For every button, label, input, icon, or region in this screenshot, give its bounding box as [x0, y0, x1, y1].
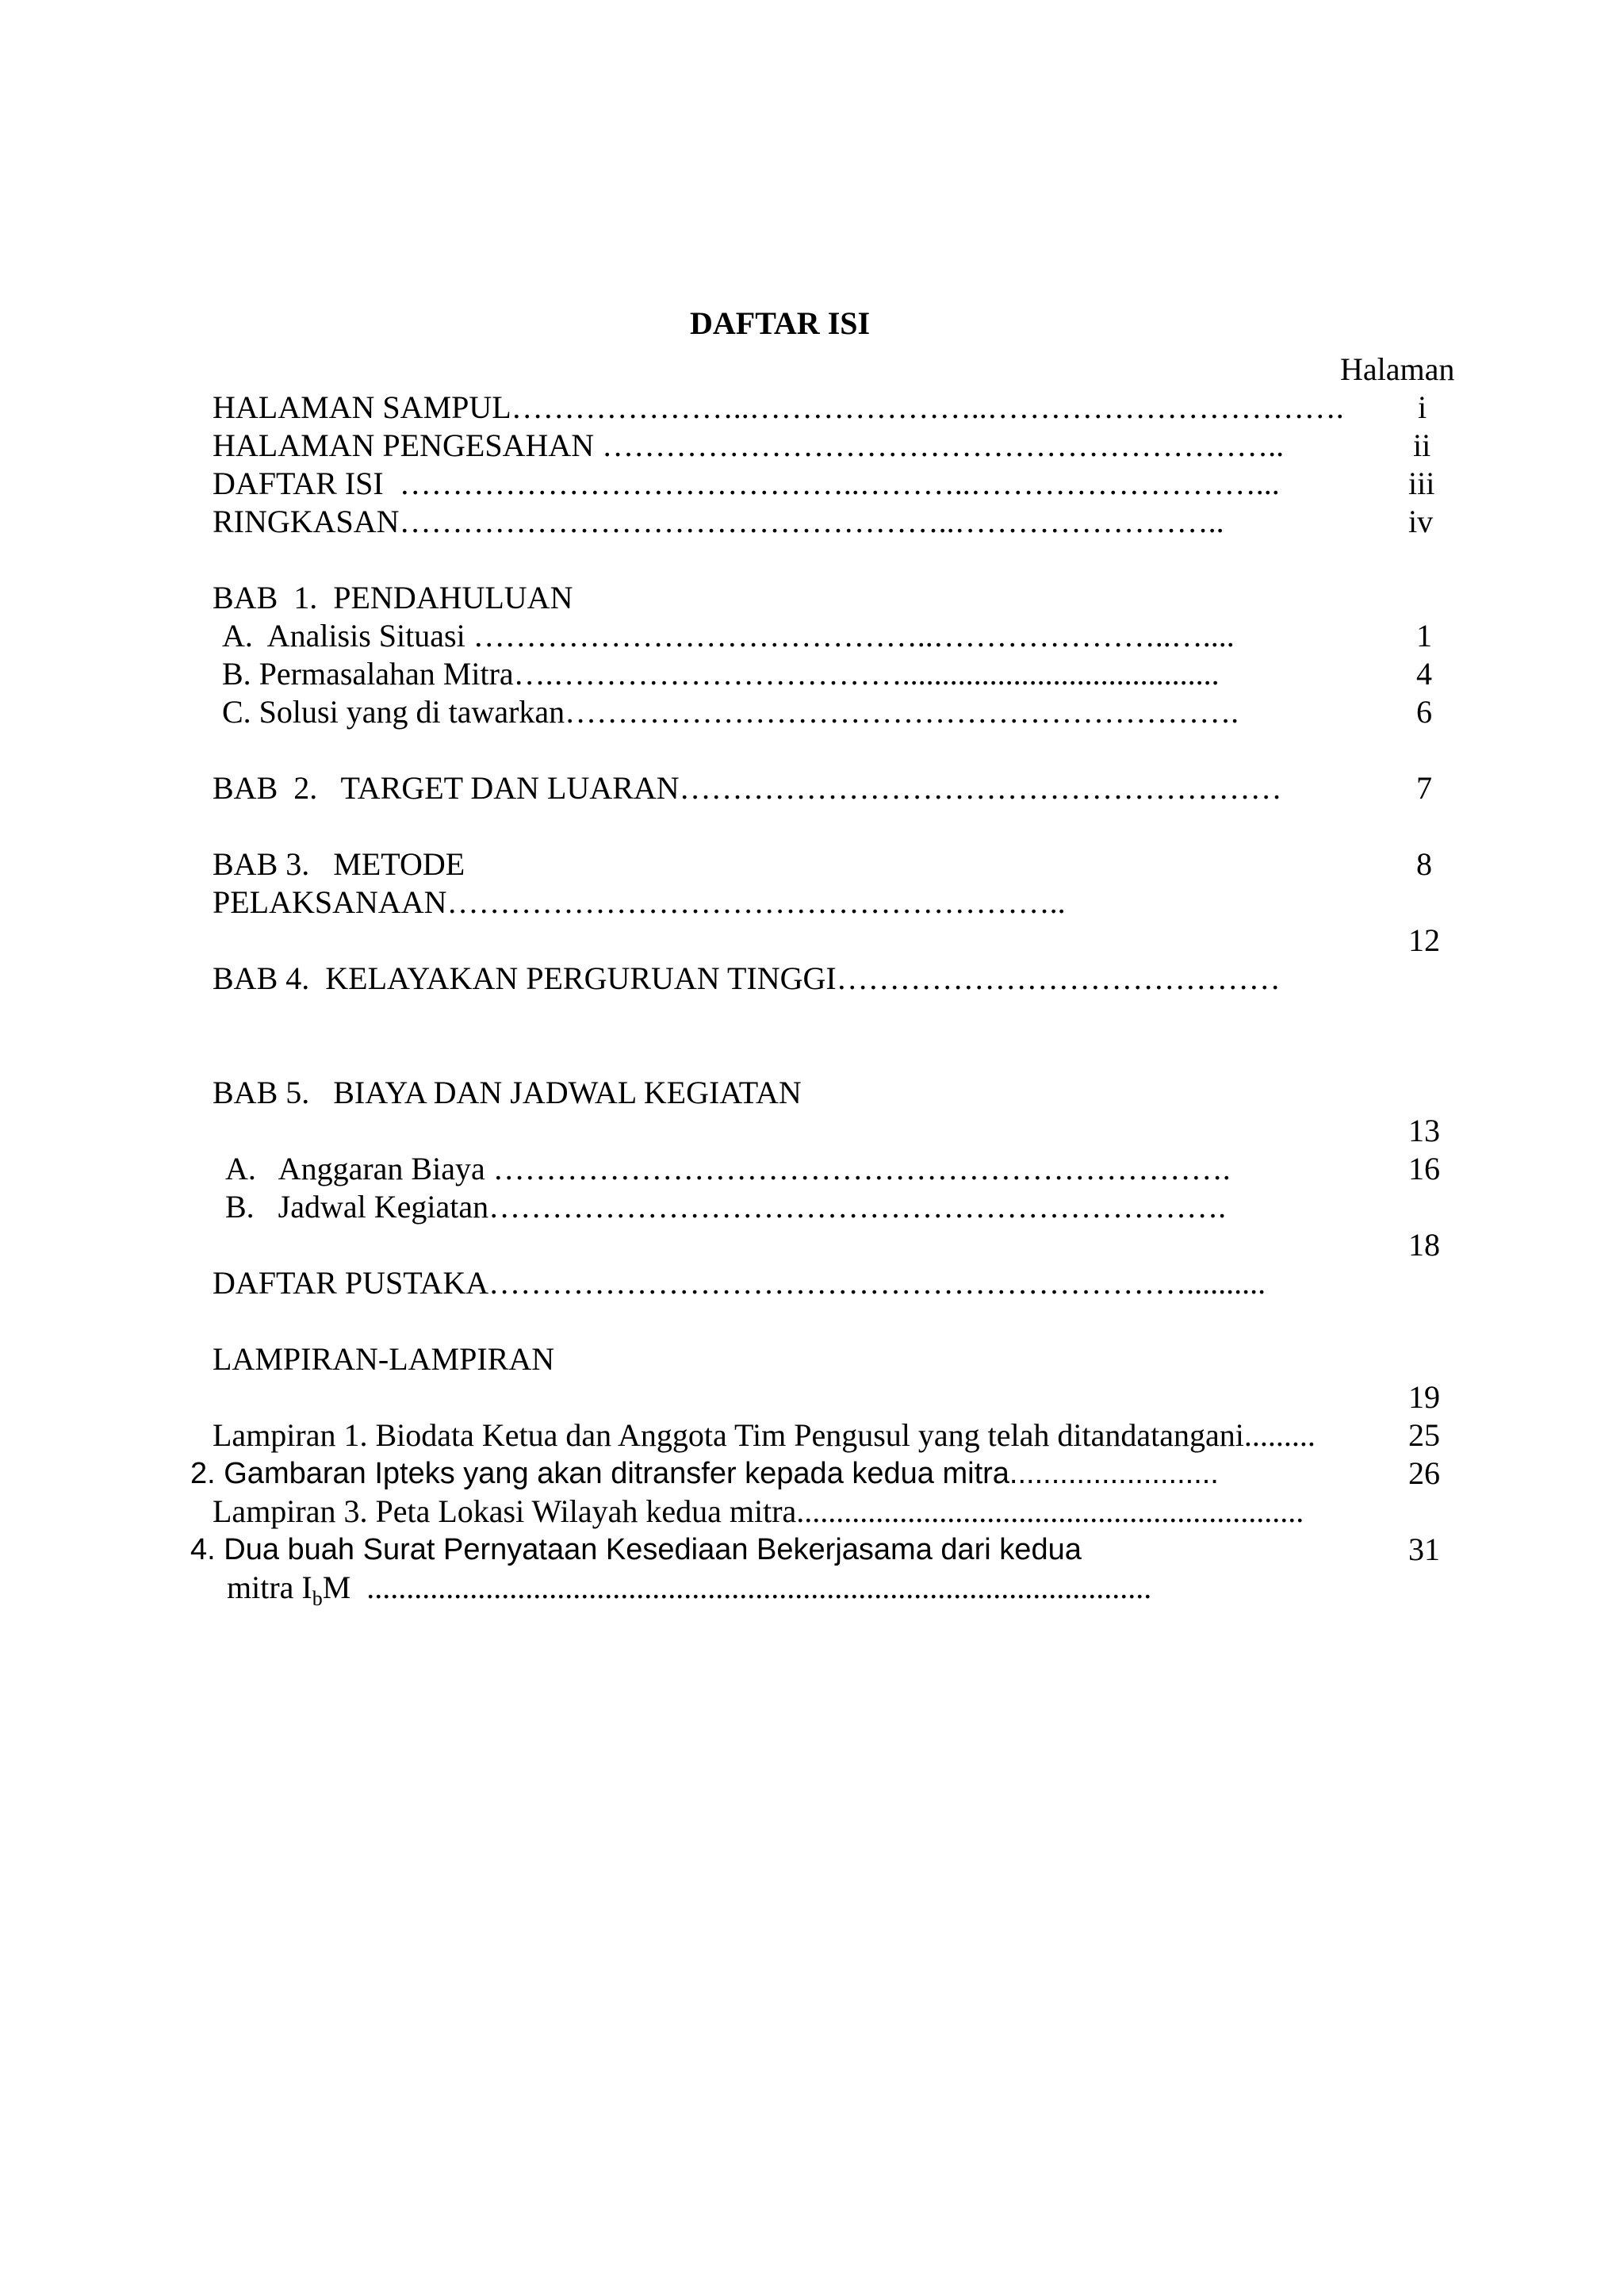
toc-entry-sampul: HALAMAN SAMPUL…………………..…………………..…………………………….: [213, 389, 1344, 425]
toc-page-bab5-a: 16: [1408, 1151, 1440, 1186]
toc-page-lampiran-2: 26: [1408, 1455, 1440, 1491]
toc-entry-lampiran-1: Lampiran 1. Biodata Ketua dan Anggota Tim Pengusul yang telah ditandatangani.........: [213, 1417, 1316, 1453]
toc-page-lampiran-4: 31: [1408, 1531, 1440, 1567]
toc-entry-bab5-a: A. Anggaran Biaya …………………………………………………………….: [225, 1151, 1231, 1186]
toc-entry-daftar-isi: DAFTAR ISI ……………………………………..………..………………………...: [213, 466, 1280, 501]
toc-page-bab2: 7: [1416, 770, 1432, 806]
toc-entry-lampiran-4: 4. Dua buah Surat Pernyataan Kesediaan Bekerjasama dari kedua: [190, 1533, 1082, 1566]
toc-chapter-bab3-cont: PELAKSANAAN…………………………………………………..: [213, 884, 1066, 920]
toc-entry-ringkasan: RINGKASAN……………………………………………..……………………..: [213, 504, 1224, 539]
mitra-subscript: b: [312, 1587, 323, 1610]
toc-page-ringkasan: iv: [1408, 504, 1434, 539]
toc-entry-lampiran-2: 2. Gambaran Ipteks yang akan ditransfer kepada kedua mitra.........................: [190, 1457, 1219, 1490]
toc-chapter-bab1: BAB 1. PENDAHULUAN: [213, 580, 573, 615]
toc-entry-bab1-a: A. Analisis Situasi ……………………………………..…………………..…....: [222, 618, 1235, 654]
toc-page-lampiran-1: 25: [1408, 1417, 1440, 1453]
halaman-label: Halaman: [1340, 351, 1455, 387]
toc-entry-bab1-b: B. Permasalahan Mitra….……………………………........................................: [222, 656, 1220, 692]
toc-entry-lampiran-3: Lampiran 3. Peta Lokasi Wilayah kedua mitra................................................................: [213, 1493, 1304, 1529]
toc-page-lampiran: 19: [1408, 1379, 1440, 1415]
mitra-text-after: M ...................................................................................................: [322, 1570, 1152, 1605]
toc-page-bab3-cont: 12: [1408, 922, 1440, 958]
toc-page-bab5: 13: [1408, 1113, 1440, 1148]
toc-page-sampul: i: [1418, 389, 1427, 425]
toc-page-bab1-c: 6: [1416, 694, 1432, 730]
toc-entry-lampiran-4-cont: [227, 1569, 1152, 1610]
toc-page-bab1-b: 4: [1416, 656, 1432, 692]
toc-entry-pustaka: DAFTAR PUSTAKA…………………………………………………………..........: [213, 1265, 1266, 1301]
page-title: DAFTAR ISI: [690, 305, 871, 341]
toc-page-pengesahan: ii: [1413, 427, 1431, 463]
toc-chapter-bab3: BAB 3. METODE: [213, 846, 465, 882]
toc-chapter-lampiran: LAMPIRAN-LAMPIRAN: [213, 1341, 555, 1377]
toc-page-bab3: 8: [1416, 846, 1432, 882]
toc-entry-pengesahan: HALAMAN PENGESAHAN ………………………………………………………..: [213, 427, 1285, 463]
toc-entry-bab1-c: C. Solusi yang di tawarkan……………………………………………………….: [222, 694, 1239, 730]
toc-chapter-bab2: BAB 2. TARGET DAN LUARAN…………………………………………………: [213, 770, 1282, 806]
toc-entry-bab5-b: B. Jadwal Kegiatan…………………………………………………………….: [225, 1189, 1227, 1225]
toc-page-daftar-isi: iii: [1408, 466, 1435, 501]
mitra-text: mitra I: [227, 1570, 312, 1605]
toc-chapter-bab4: BAB 4. KELAYAKAN PERGURUAN TINGGI……………………………………: [213, 960, 1281, 996]
toc-page-bab5-b: 18: [1408, 1227, 1440, 1263]
toc-chapter-bab5: BAB 5. BIAYA DAN JADWAL KEGIATAN: [213, 1075, 802, 1110]
toc-page-bab1-a: 1: [1416, 618, 1432, 654]
